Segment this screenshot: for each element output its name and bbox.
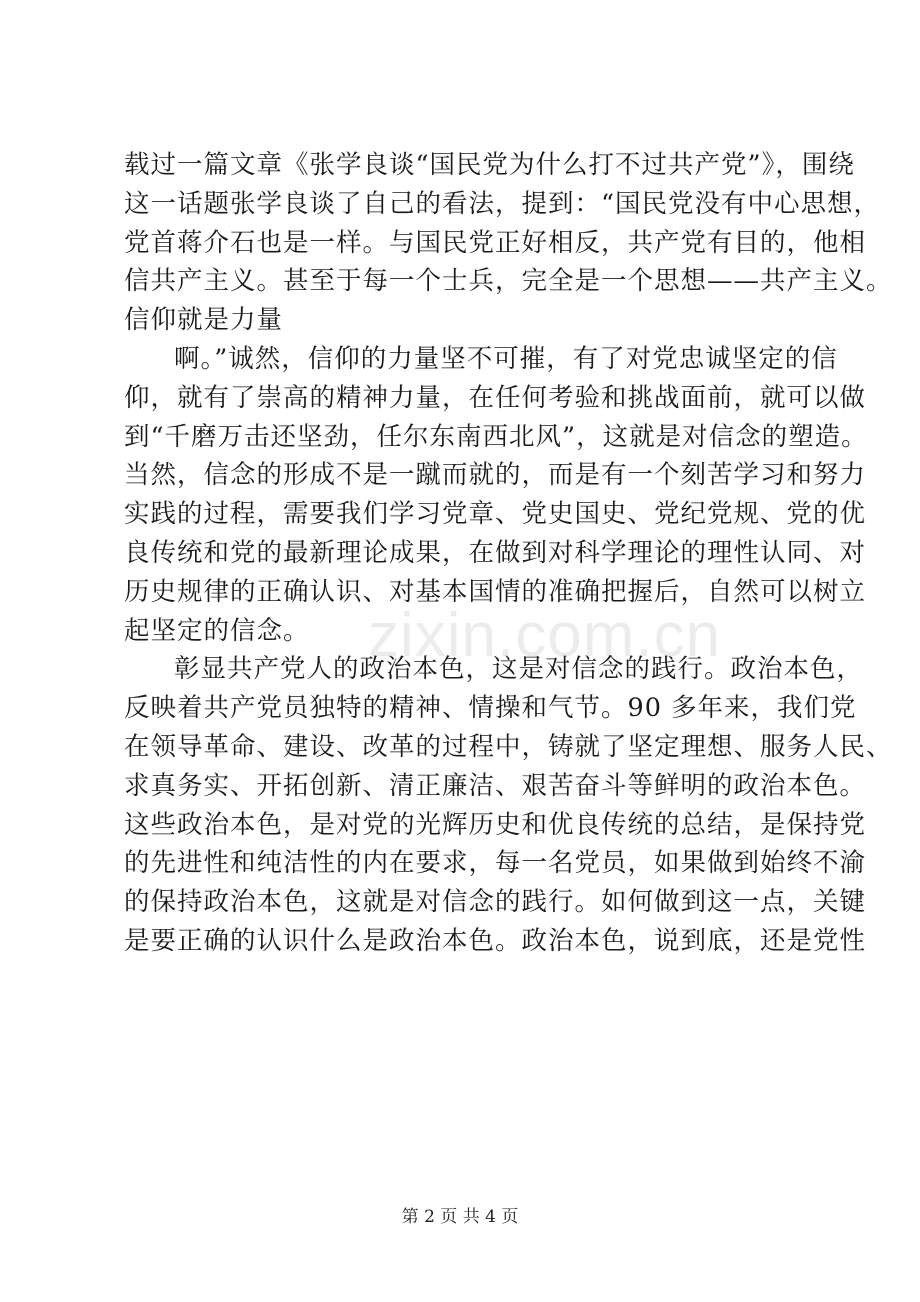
text-line: 反映着共产党员独特的精神、情操和气节。90 多年来，我们党 xyxy=(124,693,857,724)
text-line: 实践的过程，需要我们学习党章、党史国史、党纪党规、党的优 xyxy=(124,499,867,530)
text-line: 是要正确的认识什么是政治本色。政治本色，说到底，还是党性 xyxy=(124,925,867,956)
text-line: 这一话题张学良谈了自己的看法，提到：“国民党没有中心思想， xyxy=(124,188,881,219)
text-line: 到“千磨万击还坚劲，任尔东南西北风”，这就是对信念的塑造。 xyxy=(124,421,868,452)
text-line: 信共产主义。甚至于每一个士兵，完全是一个思想——共产主义。 xyxy=(124,266,893,297)
text-line: 求真务实、开拓创新、清正廉洁、艰苦奋斗等鲜明的政治本色。 xyxy=(124,770,867,801)
text-line: 这些政治本色，是对党的光辉历史和优良传统的总结，是保持党 xyxy=(124,809,867,840)
text-line: 信仰就是力量 xyxy=(124,305,284,336)
text-line: 在领导革命、建设、改革的过程中，铸就了坚定理想、服务人民、 xyxy=(124,731,893,762)
text-line: 彰显共产党人的政治本色，这是对信念的践行。政治本色， xyxy=(174,654,864,685)
document-body xyxy=(124,146,893,961)
text-line: 啊。”诚然，信仰的力量坚不可摧，有了对党忠诚坚定的信 xyxy=(174,343,838,374)
text-line: 党首蒋介石也是一样。与国民党正好相反，共产党有目的，他相 xyxy=(124,227,867,258)
text-line: 仰，就有了崇高的精神力量，在任何考验和挑战面前，就可以做 xyxy=(124,382,867,413)
text-line: 的保持政治本色，这就是对信念的践行。如何做到这一点，关键 xyxy=(124,887,867,918)
watermark: zixin.com.cn xyxy=(368,601,722,670)
text-line: 历史规律的正确认识、对基本国情的准确把握后，自然可以树立 xyxy=(124,576,867,607)
text-line: 起坚定的信念。 xyxy=(124,615,310,646)
text-line: 当然，信念的形成不是一蹴而就的，而是有一个刻苦学习和努力 xyxy=(124,460,867,491)
text-line: 载过一篇文章《张学良谈“国民党为什么打不过共产党”》，围绕 xyxy=(124,150,855,180)
page-footer: 第 2 页 共 4 页 xyxy=(401,1207,519,1227)
text-line: 良传统和党的最新理论成果，在做到对科学理论的理性认同、对 xyxy=(124,537,867,568)
text-line: 的先进性和纯洁性的内在要求，每一名党员，如果做到始终不渝 xyxy=(124,848,867,879)
